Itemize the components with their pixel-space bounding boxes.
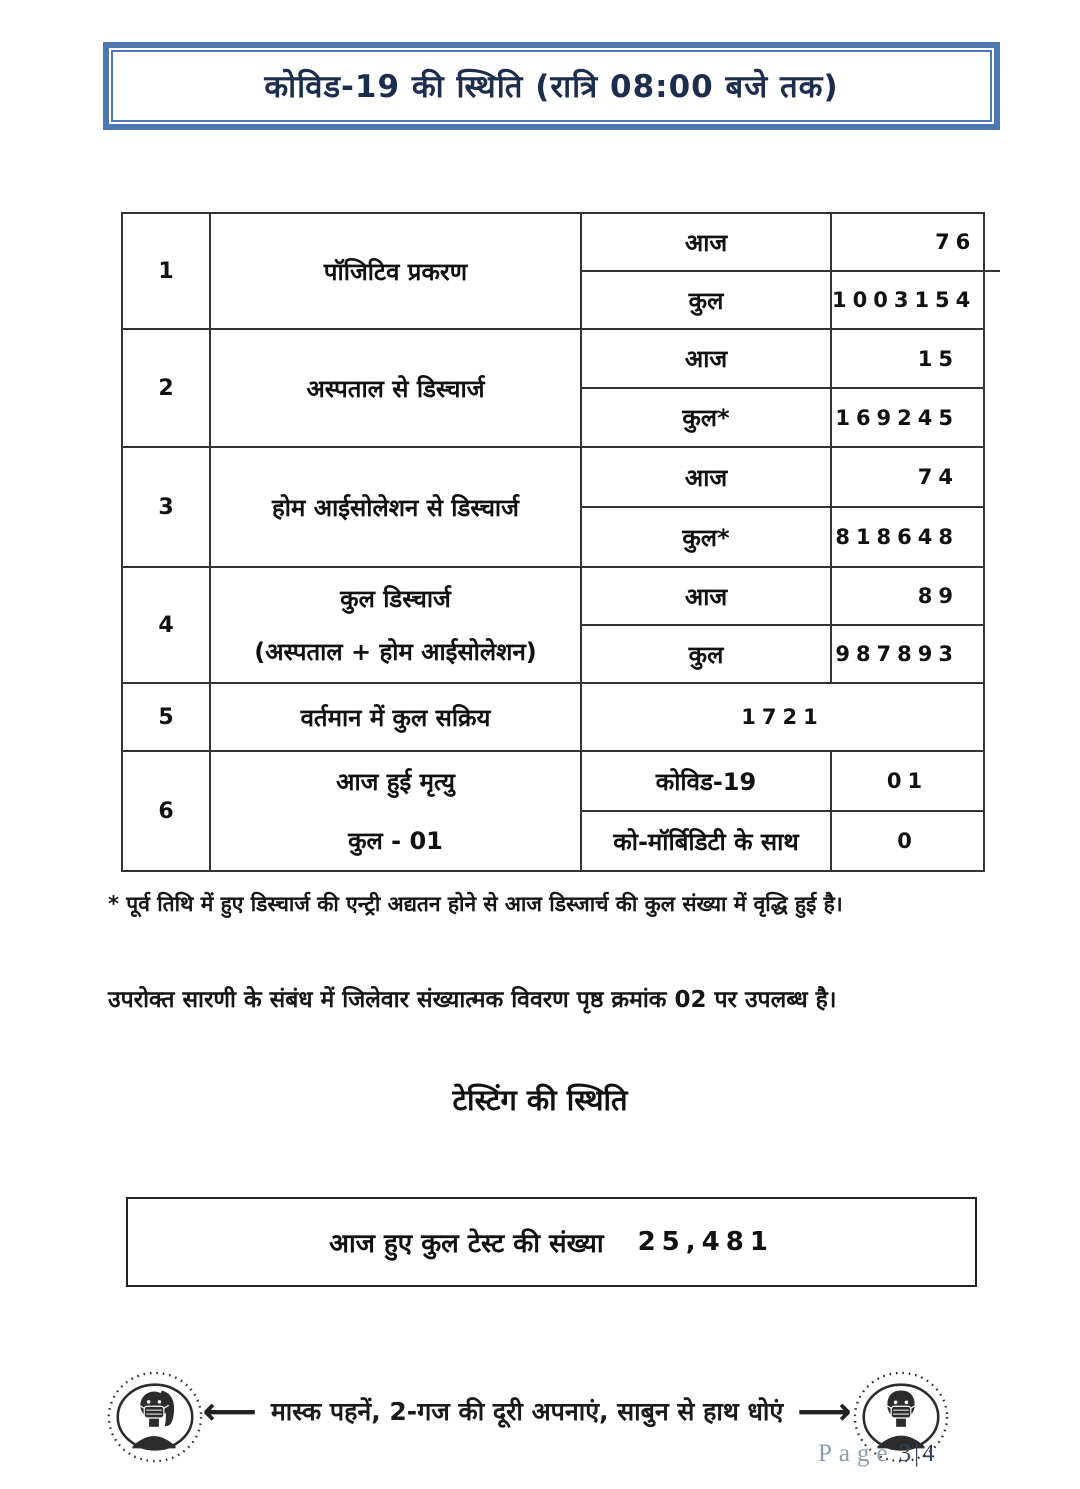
row-subcells (582, 448, 983, 566)
row-label-text: होम आईसोलेशन से डिस्चार्ज (272, 493, 519, 522)
subrow-key: कोविड-19 (582, 752, 832, 810)
subrow-covid-deaths (582, 752, 983, 812)
subrow-value: 76 (935, 230, 977, 254)
left-arrow-icon: ⟵ (202, 1389, 257, 1433)
active-cases-value: 1721 (741, 705, 824, 729)
tests-count-value: 25,481 (637, 1227, 774, 1257)
subrow-total (582, 272, 1000, 328)
row-label-subtext: (अस्पताल + होम आईसोलेशन) (254, 638, 537, 666)
table-row-active-cases (123, 684, 983, 752)
subrow-value: 1003154 (832, 288, 977, 312)
row-serial: 3 (123, 448, 211, 566)
subrow-value: 74 (917, 465, 959, 489)
masked-woman-icon (106, 1368, 204, 1468)
subrow-total (582, 389, 983, 446)
table-row-hospital-discharge (123, 330, 983, 448)
subrow-value: 89 (917, 584, 959, 608)
row-subcells (582, 568, 983, 682)
district-note: उपरोक्त सारणी के संबंध में जिलेवार संख्यात्मक विवरण पृष्ठ क्रमांक 02 पर उपलब्ध है। (108, 987, 837, 1013)
footer-message: मास्क पहनें, 2-गज की दूरी अपनाएं, साबुन से हाथ धोएं (270, 1397, 784, 1426)
row-label (211, 684, 582, 750)
page-number (818, 1440, 938, 1468)
table-row-home-isolation-discharge (123, 448, 983, 568)
subrow-key: आज (582, 568, 832, 624)
row-label (211, 214, 582, 328)
subrow-key: आज (582, 214, 832, 270)
subrow-comorbidity-deaths (582, 812, 983, 870)
subrow-value: 169245 (835, 405, 959, 430)
row-label-text: आज हुई मृत्यु (336, 768, 455, 796)
subrow-key: कुल* (582, 508, 832, 566)
row-serial: 2 (123, 330, 211, 446)
right-arrow-icon: ⟶ (797, 1389, 852, 1433)
subrow-value: 0 (897, 829, 918, 853)
subrow-key: कुल* (582, 389, 832, 446)
title-box-inner (111, 50, 992, 122)
table-row-positive-cases (123, 214, 983, 330)
row-label (211, 330, 582, 446)
row-subcells (582, 214, 1000, 328)
testing-heading: टेस्टिंग की स्थिति (452, 1083, 628, 1117)
subrow-total (582, 626, 983, 682)
row-label-text: कुल डिस्चार्ज (340, 585, 451, 613)
subrow-value: 818648 (835, 525, 959, 549)
page-title: कोविड-19 की स्थिति (रात्रि 08:00 बजे तक) (264, 69, 839, 105)
row-serial: 6 (123, 752, 211, 870)
row-serial: 4 (123, 568, 211, 682)
title-box (103, 42, 1000, 130)
page-number-total: 4 (922, 1440, 938, 1467)
subrow-today (582, 568, 983, 626)
row-label-text: वर्तमान में कुल सक्रिय (300, 703, 491, 732)
subrow-key: को-मॉर्बिडिटी के साथ (582, 812, 832, 870)
page-number-current: 3 (898, 1440, 915, 1467)
subrow-today (582, 214, 1000, 272)
tests-count-box (126, 1197, 977, 1287)
subrow-key: कुल (582, 626, 832, 682)
tests-count-label: आज हुए कुल टेस्ट की संख्या (329, 1229, 604, 1259)
row-serial: 1 (123, 214, 211, 328)
table-row-deaths-today (123, 752, 983, 870)
subrow-value: 987893 (835, 642, 959, 666)
subrow-key: कुल (582, 272, 832, 328)
page-number-separator: | (914, 1440, 923, 1467)
row-serial: 5 (123, 684, 211, 750)
row-label-text: पॉजिटिव प्रकरण (323, 257, 468, 286)
row-subcells (582, 330, 983, 446)
row-label (211, 752, 582, 870)
subrow-today (582, 448, 983, 508)
row-label (211, 568, 582, 682)
subrow-key: आज (582, 330, 832, 387)
table-row-total-discharge (123, 568, 983, 684)
row-subcells (582, 752, 983, 870)
subrow-value: 01 (886, 769, 929, 793)
footer-message-row (204, 1368, 850, 1454)
discharge-footnote: * पूर्व तिथि में हुए डिस्चार्ज की एन्ट्री अद्यतन होने से आज डिस्जार्च की कुल संख्या में वृद्धि हुई है। (108, 892, 843, 916)
row-label-text: अस्पताल से डिस्चार्ज (306, 374, 485, 403)
row-label (211, 448, 582, 566)
subrow-key: आज (582, 448, 832, 506)
subrow-today (582, 330, 983, 389)
row-label-subtext: कुल - 01 (348, 827, 443, 855)
subrow-total (582, 508, 983, 566)
subrow-value: 15 (917, 346, 959, 371)
page-number-label: Page (818, 1440, 895, 1467)
covid-status-table (121, 212, 985, 872)
